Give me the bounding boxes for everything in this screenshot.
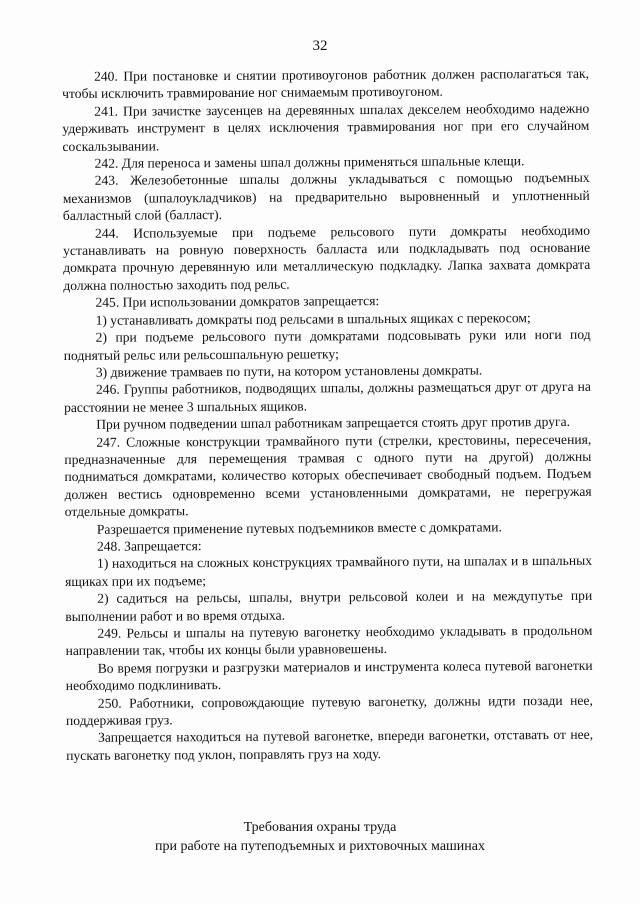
section-heading-line-1: Требования охраны труда: [243, 820, 397, 835]
list-item-245-3: 3) движение трамваев по пути, на котором установлены домкраты.: [95, 362, 483, 380]
paragraph-241: 241. При зачистке заусенцев на деревянных шпалах декселем необходимо надежно удерживать инструмент в целях исключения травмирования ног при его случайном соскальзывании.: [62, 100, 590, 154]
paragraph-246-note: При ручном подведении шпал работникам запрещается стоять друг против друга.: [96, 414, 571, 432]
paragraph-242: 242. Для переноса и замены шпал должны применяться шпальные клещи.: [94, 153, 525, 171]
document-body: [62, 65, 593, 764]
paragraph-240: 240. При постановке и снятии противоугонов работник должен располагаться так, чтобы исключить травмирование ног снимаемым противоугоном.: [62, 65, 590, 102]
paragraph-247-note: Разрешается применение путевых подъемников вместе с домкратами.: [96, 518, 502, 537]
paragraph-245: 245. При использовании домкратов запрещается:: [95, 293, 380, 311]
paragraph-247: 247. Сложные конструкции трамвайного пути (стрелки, крестовины, пересечения, предназначенные для перемещения трамвая с одного пути на другой) должны подниматься домкратами, количество которых обеспечивает свободный подъем. Подъем должен вестись одновременно всеми установленными домкратами, не перегружая отдельные домкраты.: [64, 431, 592, 520]
section-heading: [0, 818, 640, 856]
paragraph-246: 246. Группы работников, подводящих шпалы, должны размещаться друг от друга на расстоянии не менее 3 шпальных ящиков.: [64, 379, 592, 415]
paragraph-250-note: Запрещается находиться на путевой вагонетке, впереди вагонетки, отставать от нее, пускать вагонетку под уклон, поправлять груз на ходу.: [66, 727, 594, 763]
list-item-245-1: 1) устанавливать домкраты под рельсами в шпальных ящиках с перекосом;: [95, 309, 531, 328]
section-heading-line-2: при работе на путеподъемных и рихтовочных машинах: [154, 839, 486, 854]
paragraph-249: 249. Рельсы и шпалы на путевую вагонетку необходимо укладывать в продольном направлении так, чтобы их концы были уравновешены.: [65, 622, 593, 659]
page-number: 32: [312, 38, 328, 54]
list-item-245-2: 2) при подъеме рельсового пути домкратами подсовывать руки или ноги под поднятый рельс или рельсошпальную решетку;: [63, 326, 591, 363]
paragraph-250: 250. Работники, сопровождающие путевую вагонетку, должны идти позади нее, поддерживая груз.: [65, 692, 593, 729]
paragraph-244: 244. Используемые при подъеме рельсового пути домкраты необходимо устанавливать на ровную поверхность балласта или подкладывать под основание домкрата прочную деревянную или металлическую подкладку. Лапка захвата домкрата должна полностью заходить под рельс.: [63, 222, 591, 293]
list-item-248-1: 1) находиться на сложных конструкциях трамвайного пути, на шпалах и в шпальных ящиках при их подъеме;: [65, 553, 593, 589]
paragraph-248: 248. Запрещается:: [96, 538, 202, 554]
list-item-248-2: 2) садиться на рельсы, шпалы, внутри рельсовой колеи и на междупутье при выполнении работ и во время отдыха.: [65, 587, 593, 624]
paragraph-243: 243. Железобетонные шпалы должны укладываться с помощью подъемных механизмов (шпалоукладчиков) на предварительно выровненный и уплотненный балластный слой (балласт).: [62, 170, 590, 224]
paragraph-249-note: Во время погрузки и разгрузки материалов и инструмента колеса путевой вагонетки необходимо подклинивать.: [65, 657, 593, 694]
